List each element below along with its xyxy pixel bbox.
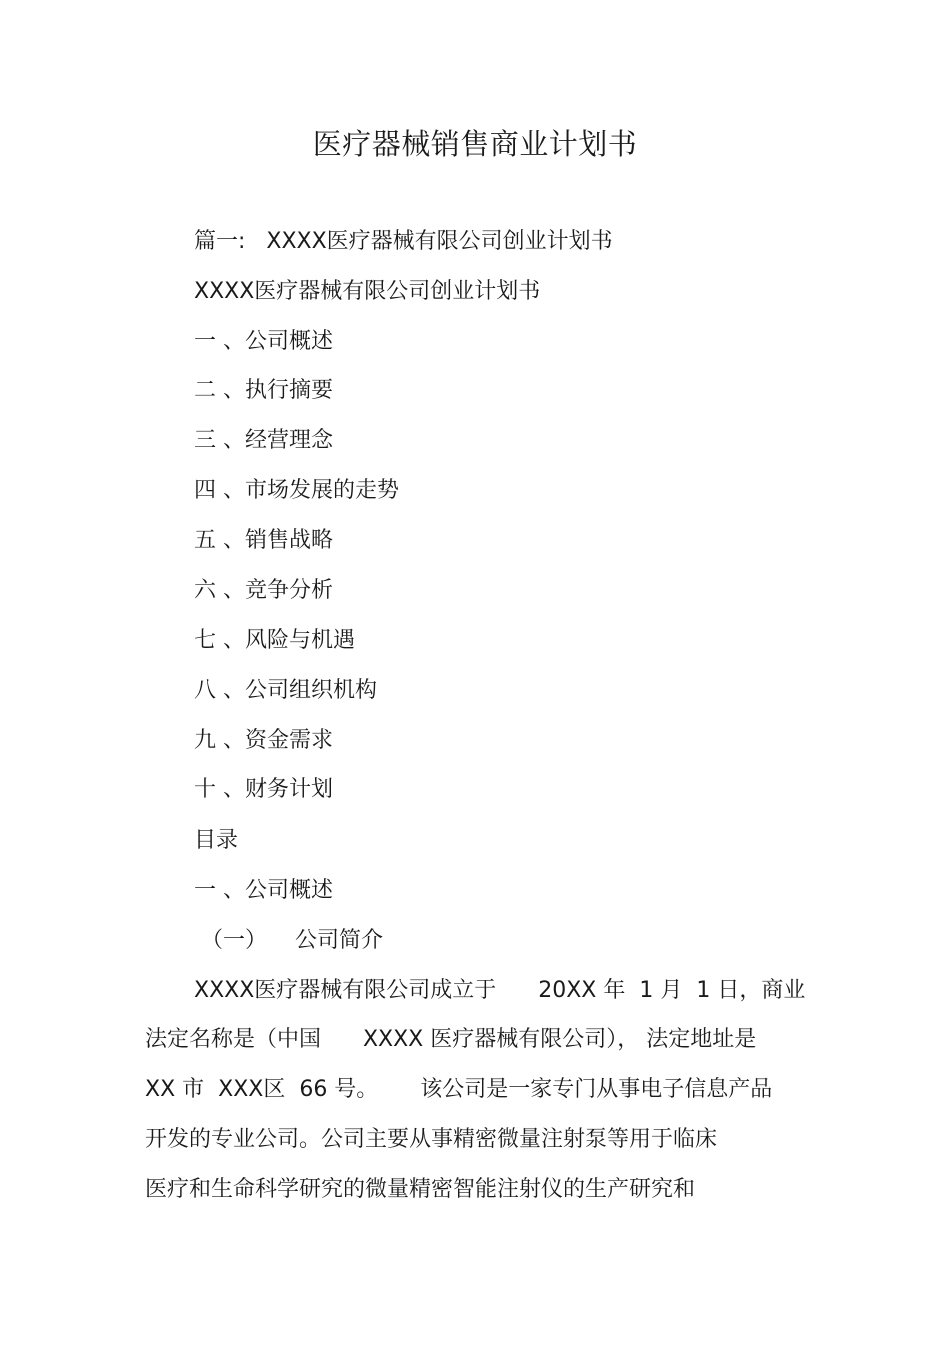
paragraph-line-5: 医疗和生命科学研究的微量精密智能注射仪的生产研究和 [145, 1177, 696, 1202]
subsection-heading-company-profile: （一） 公司简介 [194, 928, 383, 953]
toc-item-6: 六 、竞争分析 [194, 578, 333, 603]
plan-title: XXXX医疗器械有限公司创业计划书 [194, 279, 541, 304]
paragraph-line-3: XX 市 XXX区 66 号。 该公司是一家专门从事电子信息产品 [145, 1077, 773, 1102]
paragraph-line-1: XXXX医疗器械有限公司成立于 20XX 年 1 月 1 日，商业 [194, 978, 806, 1003]
toc-item-1: 一 、公司概述 [194, 329, 333, 354]
toc-item-7: 七 、风险与机遇 [194, 628, 355, 653]
section-heading-part-one: 篇一: XXXX医疗器械有限公司创业计划书 [194, 229, 613, 254]
section-heading-company-overview: 一 、公司概述 [194, 878, 333, 903]
toc-item-2: 二 、执行摘要 [194, 378, 333, 403]
document-title: 医疗器械销售商业计划书 [312, 127, 638, 161]
toc-item-4: 四 、市场发展的走势 [194, 478, 399, 503]
toc-item-10: 十 、财务计划 [194, 777, 333, 802]
toc-item-9: 九 、资金需求 [194, 728, 333, 753]
paragraph-line-4: 开发的专业公司。公司主要从事精密微量注射泵等用于临床 [145, 1127, 718, 1152]
paragraph-line-2: 法定名称是（中国 XXXX 医疗器械有限公司）， 法定地址是 [145, 1027, 757, 1052]
contents-heading: 目录 [194, 828, 239, 853]
toc-item-5: 五 、销售战略 [194, 528, 333, 553]
toc-item-3: 三 、经营理念 [194, 428, 333, 453]
toc-item-8: 八 、公司组织机构 [194, 678, 377, 703]
